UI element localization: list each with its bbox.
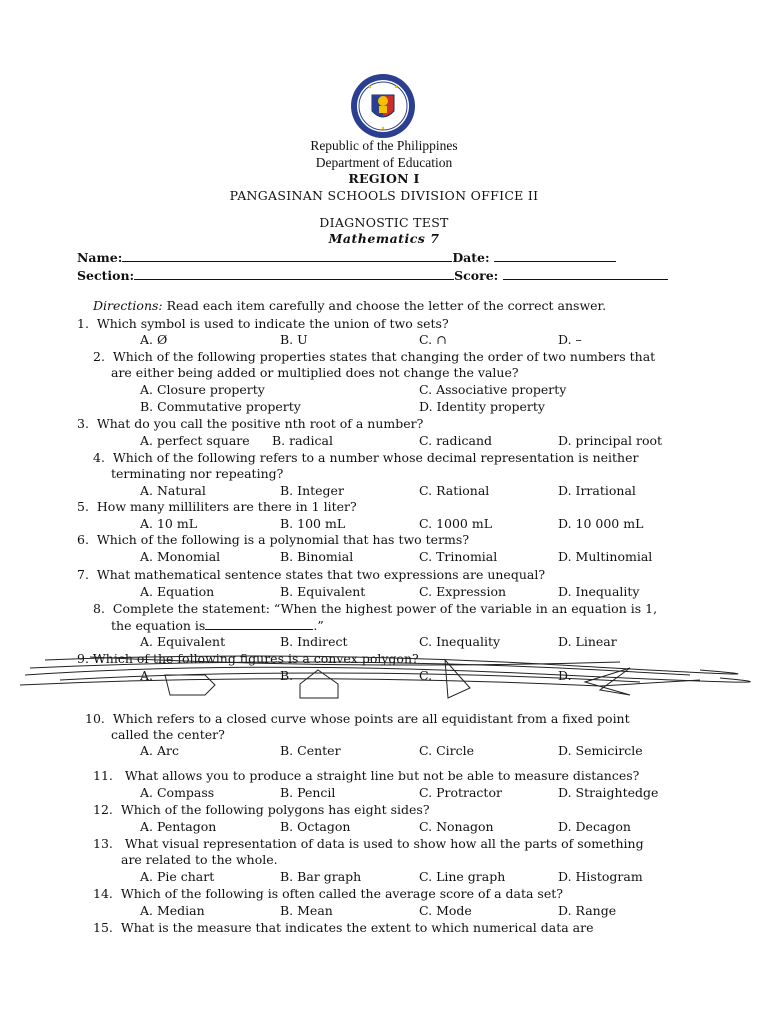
q7-option-a[interactable]: A. Equation bbox=[140, 584, 215, 599]
q4-option-a[interactable]: A. Natural bbox=[140, 483, 206, 498]
name-label: Name: bbox=[77, 250, 123, 265]
question-8: 8. Complete the statement: “When the highest power of the variable in an equation is 1, bbox=[93, 601, 658, 616]
question-2: 2. Which of the following properties states that changing the order of two numbers that bbox=[93, 349, 656, 364]
question-5: 5. How many milliliters are there in 1 liter? bbox=[77, 499, 357, 514]
question-15: 15. What is the measure that indicates the extent to which numerical data are bbox=[93, 920, 594, 935]
region-line: REGION I bbox=[348, 171, 420, 186]
q3-option-a[interactable]: A. perfect square bbox=[140, 433, 250, 448]
q9-option-d[interactable]: D. bbox=[558, 668, 572, 683]
q13-option-c[interactable]: C. Line graph bbox=[419, 869, 506, 884]
q7-option-d[interactable]: D. Inequality bbox=[558, 584, 640, 599]
question-9: 9. Which of the following figures is a convex polygon? bbox=[77, 651, 419, 666]
section-field[interactable] bbox=[134, 267, 454, 280]
q8-option-d[interactable]: D. Linear bbox=[558, 634, 617, 649]
department-line: Department of Education bbox=[315, 155, 453, 170]
question-14: 14. Which of the following is often called the average score of a data set? bbox=[93, 886, 563, 901]
q1-option-c[interactable]: C. ∩ bbox=[419, 332, 447, 347]
q7-option-b[interactable]: B. Equivalent bbox=[280, 584, 366, 599]
question-7: 7. What mathematical sentence states that two expressions are unequal? bbox=[77, 567, 546, 582]
q12-option-d[interactable]: D. Decagon bbox=[558, 819, 631, 834]
question-3: 3. What do you call the positive nth root of a number? bbox=[77, 416, 424, 431]
q3-option-c[interactable]: C. radicand bbox=[419, 433, 492, 448]
question-2-cont: are either being added or multiplied does not change the value? bbox=[111, 365, 519, 380]
question-1: 1. Which symbol is used to indicate the union of two sets? bbox=[77, 316, 449, 331]
q10-option-b[interactable]: B. Center bbox=[280, 743, 341, 758]
q1-option-b[interactable]: B. U bbox=[280, 332, 308, 347]
name-row bbox=[77, 249, 616, 266]
q14-option-b[interactable]: B. Mean bbox=[280, 903, 333, 918]
q12-option-b[interactable]: B. Octagon bbox=[280, 819, 351, 834]
question-12: 12. Which of the following polygons has eight sides? bbox=[93, 802, 430, 817]
test-title: DIAGNOSTIC TEST bbox=[319, 215, 449, 230]
crossed-out-scribble bbox=[0, 640, 768, 710]
q8-option-b[interactable]: B. Indirect bbox=[280, 634, 348, 649]
question-10-cont: called the center? bbox=[111, 727, 225, 742]
q6-option-c[interactable]: C. Trinomial bbox=[419, 549, 498, 564]
q11-option-a[interactable]: A. Compass bbox=[140, 785, 215, 800]
name-field[interactable] bbox=[122, 249, 452, 262]
question-13-cont: are related to the whole. bbox=[121, 852, 278, 867]
deped-seal-logo bbox=[350, 73, 416, 139]
q10-option-a[interactable]: A. Arc bbox=[140, 743, 179, 758]
q8-answer-blank[interactable] bbox=[205, 617, 313, 630]
q10-option-c[interactable]: C. Circle bbox=[419, 743, 474, 758]
q7-option-c[interactable]: C. Expression bbox=[419, 584, 507, 599]
question-11: 11. What allows you to produce a straight line but not be able to measure distances? bbox=[93, 768, 640, 783]
q13-option-d[interactable]: D. Histogram bbox=[558, 869, 643, 884]
office-line: PANGASINAN SCHOOLS DIVISION OFFICE II bbox=[229, 188, 539, 203]
q1-option-d[interactable]: D. – bbox=[558, 332, 582, 347]
date-label: Date: bbox=[452, 250, 490, 265]
q2-option-c[interactable]: C. Associative property bbox=[419, 382, 567, 397]
q8-option-c[interactable]: C. Inequality bbox=[419, 634, 501, 649]
q9-option-b[interactable]: B. bbox=[280, 668, 294, 683]
q4-option-d[interactable]: D. Irrational bbox=[558, 483, 636, 498]
q9-option-c[interactable]: C. bbox=[419, 668, 433, 683]
q13-option-b[interactable]: B. Bar graph bbox=[280, 869, 362, 884]
directions-label: Directions: bbox=[93, 298, 163, 313]
question-10: 10. Which refers to a closed curve whose points are all equidistant from a fixed point bbox=[85, 711, 630, 726]
q5-option-d[interactable]: D. 10 000 mL bbox=[558, 516, 644, 531]
q5-option-a[interactable]: A. 10 mL bbox=[140, 516, 198, 531]
q11-option-b[interactable]: B. Pencil bbox=[280, 785, 336, 800]
q2-option-d[interactable]: D. Identity property bbox=[419, 399, 545, 414]
date-field[interactable] bbox=[494, 249, 616, 262]
q6-option-a[interactable]: A. Monomial bbox=[140, 549, 221, 564]
question-6: 6. Which of the following is a polynomial that has two terms? bbox=[77, 532, 470, 547]
q6-option-d[interactable]: D. Multinomial bbox=[558, 549, 653, 564]
q2-option-b[interactable]: B. Commutative property bbox=[140, 399, 301, 414]
q4-option-b[interactable]: B. Integer bbox=[280, 483, 344, 498]
score-field[interactable] bbox=[503, 267, 668, 280]
q3-option-d[interactable]: D. principal root bbox=[558, 433, 663, 448]
directions-text: Read each item carefully and choose the letter of the correct answer. bbox=[162, 298, 607, 313]
q6-option-b[interactable]: B. Binomial bbox=[280, 549, 354, 564]
q4-option-c[interactable]: C. Rational bbox=[419, 483, 490, 498]
q8-option-a[interactable]: A. Equivalent bbox=[140, 634, 226, 649]
q10-option-d[interactable]: D. Semicircle bbox=[558, 743, 643, 758]
question-4-cont: terminating nor repeating? bbox=[111, 466, 284, 481]
q13-option-a[interactable]: A. Pie chart bbox=[140, 869, 215, 884]
subject-title: Mathematics 7 bbox=[328, 231, 440, 246]
section-row bbox=[77, 267, 668, 284]
q9-option-a[interactable]: A. bbox=[140, 668, 154, 683]
question-8-cont: the equation is .” bbox=[111, 618, 324, 633]
q3-option-b[interactable]: B. radical bbox=[272, 433, 334, 448]
score-label: Score: bbox=[454, 268, 499, 283]
q14-option-c[interactable]: C. Mode bbox=[419, 903, 472, 918]
q14-option-d[interactable]: D. Range bbox=[558, 903, 617, 918]
q14-option-a[interactable]: A. Median bbox=[140, 903, 205, 918]
republic-line: Republic of the Philippines bbox=[310, 138, 458, 153]
q12-option-c[interactable]: C. Nonagon bbox=[419, 819, 494, 834]
directions bbox=[93, 298, 606, 314]
q1-option-a[interactable]: A. Ø bbox=[140, 332, 168, 347]
q2-option-a[interactable]: A. Closure property bbox=[140, 382, 265, 397]
q11-option-c[interactable]: C. Protractor bbox=[419, 785, 502, 800]
q12-option-a[interactable]: A. Pentagon bbox=[140, 819, 217, 834]
q11-option-d[interactable]: D. Straightedge bbox=[558, 785, 659, 800]
question-4: 4. Which of the following refers to a number whose decimal representation is neither bbox=[93, 450, 639, 465]
q5-option-c[interactable]: C. 1000 mL bbox=[419, 516, 493, 531]
q5-option-b[interactable]: B. 100 mL bbox=[280, 516, 346, 531]
question-13: 13. What visual representation of data is used to show how all the parts of something bbox=[93, 836, 644, 851]
section-label: Section: bbox=[77, 268, 135, 283]
